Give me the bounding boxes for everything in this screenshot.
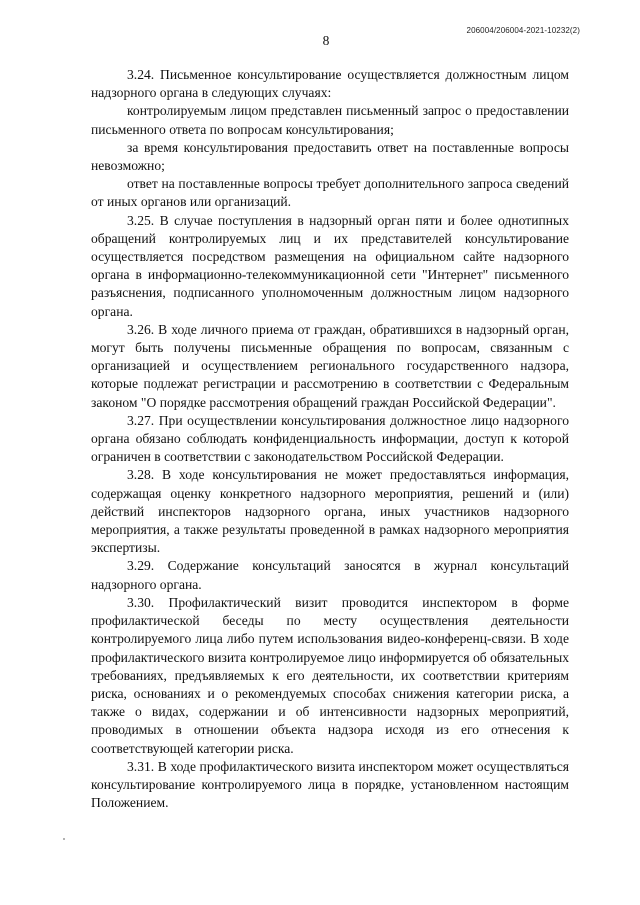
paragraph-3-29: 3.29. Содержание консультаций заносятся в журнал консультаций надзорного органа. xyxy=(91,558,569,592)
paragraph-3-28: 3.28. В ходе консультирования не может предоставляться информация, содержащая оценку конкретного надзорного мероприятия, решений и (или) действий инспекторов надзорного органа, иных участников надзорного мероприятия, а также результаты проведенной в рамках надзорного мероприятия экспертизы. xyxy=(91,467,569,556)
paragraph-3-25: 3.25. В случае поступления в надзорный орган пяти и более однотипных обращений контролируемых лиц и их представителей консультирование осуществляется посредством размещения на официальном сайте надзорного органа в информационно-телекоммуникационной сети "Интернет" письменного разъяснения, подписанного уполномоченным должностным лицом надзорного органа. xyxy=(91,212,569,319)
document-body xyxy=(91,66,569,812)
paragraph-3-24-case-1: контролируемым лицом представлен письменный запрос о предоставлении письменного ответа по вопросам консультирования; xyxy=(91,103,569,137)
paragraph-3-31: 3.31. В ходе профилактического визита инспектором может осуществляться консультирование контролируемого лица в порядке, установленном настоящим Положением. xyxy=(91,758,569,811)
paragraph-3-30: 3.30. Профилактический визит проводится инспектором в форме профилактической беседы по месту осуществления деятельности контролируемого лица либо путем использования видео-конференц-связи. В ходе профилактического визита контролируемое лицо информируется об обязательных требованиях, предъявляемых к его деятельности, их соответствии критериям риска, основаниях и о рекомендуемых способах снижения категории риска, а также о видах, содержании и об интенсивности надзорных мероприятий, проводимых в отношении объекта надзора исходя из его отнесения к соответствующей категории риска. xyxy=(91,594,569,756)
document-code: 206004/206004-2021-10232(2) xyxy=(466,26,580,35)
scan-speck xyxy=(63,838,65,840)
paragraph-3-27: 3.27. При осуществлении консультирования должностное лицо надзорного органа обязано соблюдать конфиденциальность информации, доступ к которой ограничен в соответствии с законодательством Российской Федерации. xyxy=(91,412,569,465)
page-number: 8 xyxy=(322,33,330,48)
paragraph-3-26: 3.26. В ходе личного приема от граждан, обратившихся в надзорный орган, могут быть получены письменные обращения по вопросам, связанным с организацией и осуществлением регионального государственного надзора, которые подлежат регистрации и рассмотрению в соответствии с Федеральным законом "О порядке рассмотрения обращений граждан Российской Федерации". xyxy=(91,321,569,410)
paragraph-3-24: 3.24. Письменное консультирование осуществляется должностным лицом надзорного органа в следующих случаях: xyxy=(91,67,569,101)
paragraph-3-24-case-3: ответ на поставленные вопросы требует дополнительного запроса сведений от иных органов или организаций. xyxy=(91,176,569,210)
paragraph-3-24-case-2: за время консультирования предоставить ответ на поставленные вопросы невозможно; xyxy=(91,139,569,174)
